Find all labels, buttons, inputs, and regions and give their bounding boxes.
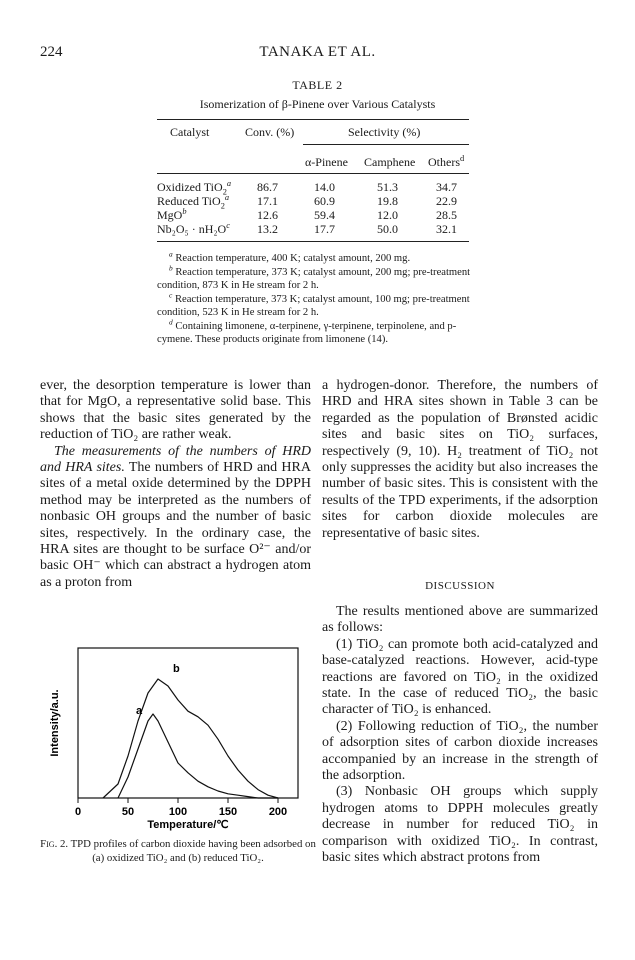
- x-axis-ticks: [75, 798, 287, 818]
- running-head: TANAKA ET AL.: [259, 44, 376, 60]
- table-cell: 32.1: [436, 222, 457, 236]
- table-cell: 12.0: [377, 208, 398, 222]
- paragraph: The results mentioned above are summarized as follows:: [322, 604, 598, 636]
- paragraph: (1) TiO₂ can promote both acid-catalyzed and base-catalyzed reactions. However, acid-type reactions are favored on TiO₂ in the oxidized state. In the case of reduced TiO₂, the basic character of TiO₂ is enhanced.: [322, 636, 598, 718]
- table-row: Oxidized TiO$_2^a$: [157, 179, 232, 197]
- table-cell: 19.8: [377, 194, 398, 208]
- table-row: MgO$^b$: [157, 207, 187, 222]
- curve-a: [118, 714, 278, 798]
- table-header-conv: Conv. (%): [245, 125, 295, 139]
- table-header-catalyst: Catalyst: [170, 125, 210, 139]
- x-tick-label: 50: [121, 806, 135, 818]
- table-rule-top: [157, 119, 469, 120]
- x-tick-label: 100: [168, 806, 188, 818]
- footnote: $^d$ Containing limonene, α-terpinene, γ-terpinene, terpinolene, and p-cymene. These products originate from limonene (14).: [157, 316, 457, 345]
- discussion-text: [322, 604, 598, 867]
- table-subheader-a-pinene: α-Pinene: [305, 155, 348, 169]
- footnote: $^c$ Reaction temperature, 373 K; catalyst amount, 100 mg; pre-treatment condition, 523 K in He stream for 2 h.: [157, 289, 470, 318]
- discussion-heading: DISCUSSION: [425, 580, 495, 592]
- table-row: $Nb_2O_5 \cdot nH_2O^c$: [157, 221, 230, 236]
- table-header-selectivity: Selectivity (%): [348, 125, 421, 139]
- section-run-in-heading: The measurements of the numbers of HRD and HRA sites.: [40, 443, 311, 476]
- table-cell: 17.7: [314, 222, 335, 236]
- figure-tpd-chart: [40, 640, 316, 835]
- left-column-text: [40, 378, 311, 591]
- table-subheader-camphene: Camphene: [364, 155, 416, 169]
- footnote: $^b$ Reaction temperature, 373 K; catalyst amount, 200 mg; pre-treatment condition, 873 K in He stream for 2 h.: [157, 262, 471, 291]
- table-cell: 28.5: [436, 208, 457, 222]
- paragraph: The measurements of the numbers of HRD and HRA sites. The numbers of HRD and HRA sites of a metal oxide determined by the DPPH method may be interpreted as the numbers of nonbasic OH groups and the number of basic sites, respectively. In the ordinary case, the HRA sites are thought to be surface O²⁻ and/or basic OH⁻ which can abstract a hydrogen atom as a proton from: [40, 443, 311, 590]
- table-subheader-others: Others$^d$: [428, 154, 465, 169]
- table-cell: 14.0: [314, 180, 335, 194]
- paragraph: ever, the desorption temperature is lower than that for MgO, a representative solid base. This shows that the basic sites generated by the reduction of TiO₂ are rather weak.: [40, 378, 311, 443]
- x-tick-label: 150: [218, 806, 238, 818]
- table-caption: Isomerization of β-Pinene over Various Catalysts: [199, 97, 436, 111]
- paragraph: (2) Following reduction of TiO₂, the number of adsorption sites of carbon dioxide increases accompanied by an increase in the strength of the adsorption.: [322, 718, 598, 784]
- table-label: TABLE 2: [292, 78, 343, 92]
- right-column-text: [322, 378, 598, 542]
- x-tick-label: 0: [74, 806, 82, 818]
- x-tick-label: 200: [268, 806, 288, 818]
- paragraph: (3) Nonbasic OH groups which supply hydrogen atoms to DPPH molecules greatly decrease in number for reduced TiO₂ in comparison with oxidized TiO₂. In contrast, basic sites which abstract protons from: [322, 784, 598, 866]
- selectivity-rule: [303, 144, 469, 145]
- table-cell: 59.4: [314, 208, 335, 222]
- y-axis-label: Intensity/a.u.: [49, 689, 61, 757]
- figure-caption-label: Fig. 2.: [40, 838, 69, 850]
- table-rule-bottom: [157, 241, 469, 242]
- curve-b-label: b: [173, 663, 180, 675]
- table-cell: 51.3: [377, 180, 398, 194]
- table-rule-mid: [157, 173, 469, 174]
- curves: [103, 663, 278, 798]
- curve-a-label: a: [136, 705, 143, 717]
- plot-frame: [78, 648, 298, 798]
- table-cell: 50.0: [377, 222, 398, 236]
- table-cell: 86.7: [257, 180, 278, 194]
- table-cell: 12.6: [257, 208, 278, 222]
- table-footnotes: [157, 249, 475, 347]
- table-cell: 60.9: [314, 194, 335, 208]
- curve-b: [103, 679, 278, 798]
- page-number: 224: [40, 44, 63, 60]
- table-cell: 17.1: [257, 194, 278, 208]
- figure-caption: Fig. 2. TPD profiles of carbon dioxide having been adsorbed on (a) oxidized TiO₂ and (b) reduced TiO₂.: [40, 838, 316, 864]
- footnote: $^a$ Reaction temperature, 400 K; catalyst amount, 200 mg.: [169, 249, 411, 264]
- table-row: Reduced TiO$_2^a$: [157, 193, 230, 211]
- x-axis-label: Temperature/℃: [147, 819, 229, 831]
- table-cell: 13.2: [257, 222, 278, 236]
- table-cell: 22.9: [436, 194, 457, 208]
- paragraph: a hydrogen-donor. Therefore, the numbers of HRD and HRA sites shown in Table 3 can be regarded as the population of Brønsted acidic sites and basic sites on TiO₂ surfaces, respectively (9, 10). H₂ treatment of TiO₂ not only suppresses the acidity but also increases the number of basic sites. This is consistent with the results of the TPD experiments, if the adsorption sites for carbon dioxide molecules are representative of basic sites.: [322, 378, 598, 541]
- table-cell: 34.7: [436, 180, 457, 194]
